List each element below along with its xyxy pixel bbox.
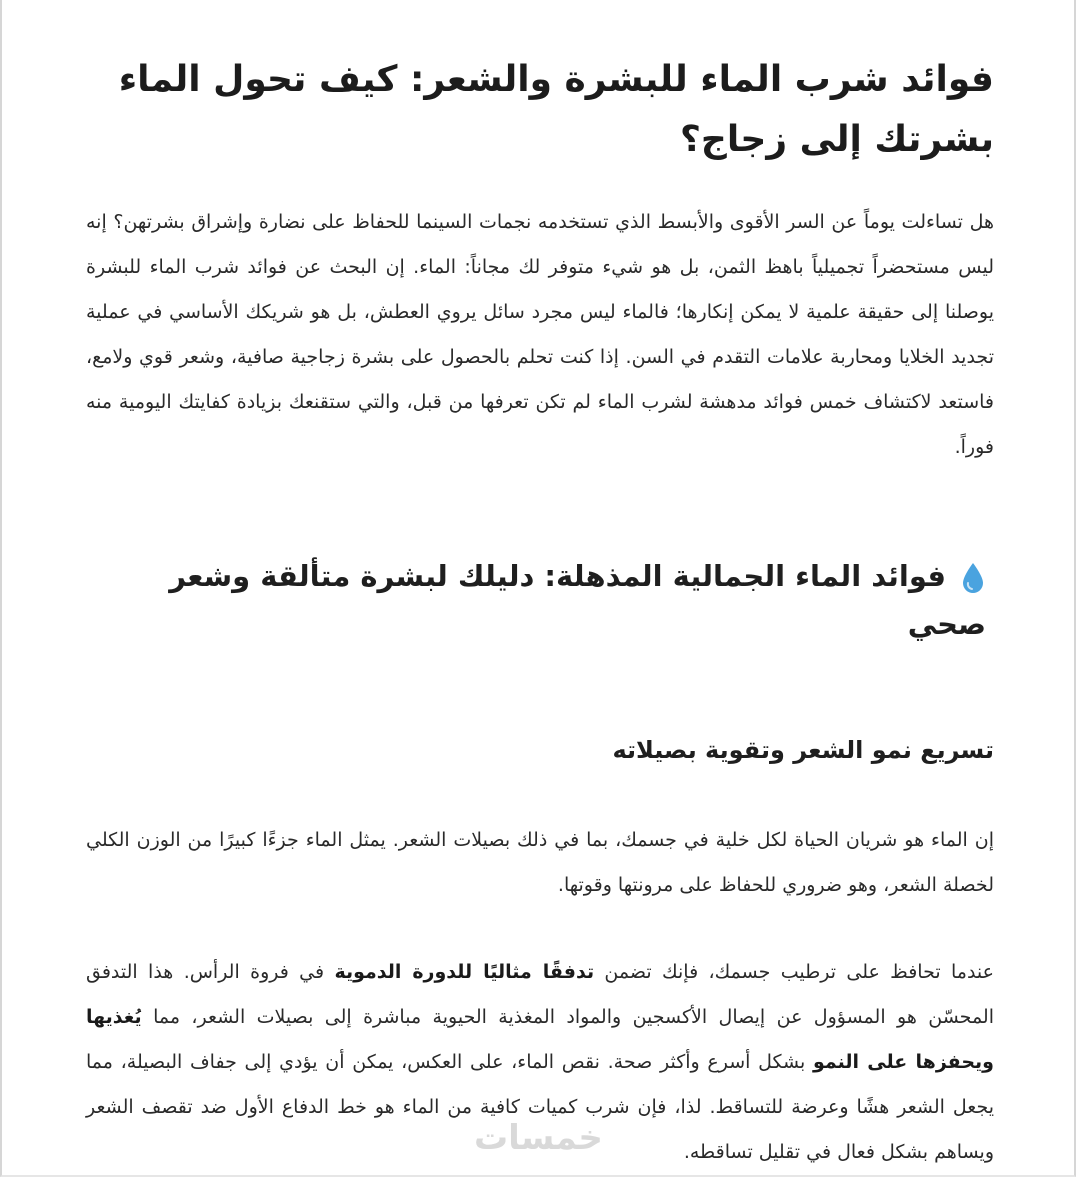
intro-paragraph: هل تساءلت يوماً عن السر الأقوى والأبسط الذي تستخدمه نجمات السينما للحفاظ على نضارة وإشراق بشرتهن؟ إنه ليس مستحضراً تجميلياً باهظ الثمن، بل هو شيء متوفر لك مجاناً: الماء. إن البحث عن فوائد شرب الماء للبشرة يوصلنا إلى حقيقة علمية لا يمكن إنكارها؛ فالماء ليس مجرد سائل يروي العطش، بل هو شريكك الأساسي في عملية تجديد الخلايا ومحاربة علامات التقدم في السن. إذا كنت تحلم بالحصول على بشرة زجاجية صافية، وشعر قوي ولامع، فاستعد لاكتشاف خمس فوائد مدهشة لشرب الماء لم تكن تعرفها من قبل، والتي ستقنعك بزيادة كفايتك اليومية منه فوراً. (86, 211, 994, 458)
section-heading-text: فوائد الماء الجمالية المذهلة: دليلك لبشرة متألقة وشعر صحي (169, 559, 986, 641)
paragraph-2-part2: في فروة الرأس. هذا التدفق المحسّن هو المسؤول عن إيصال الأكسجين والمواد المغذية الحيوية مباشرة إلى بصيلات الشعر، مما (86, 961, 994, 1028)
paragraph-1: إن الماء هو شريان الحياة لكل خلية في جسمك، بما في ذلك بصيلات الشعر. يمثل الماء جزءًا كبيرًا من الوزن الكلي لخصلة الشعر، وهو ضروري للحفاظ على مرونتها وقوتها. (86, 829, 994, 896)
article-content (86, 50, 994, 1175)
subheading: تسريع نمو الشعر وتقوية بصيلاته (612, 736, 994, 764)
article-title: فوائد شرب الماء للبشرة والشعر: كيف تحول الماء بشرتك إلى زجاج؟ (118, 59, 994, 160)
paragraph-2-bold2: يُغذيها ويحفزها على النمو (86, 1006, 994, 1073)
section-heading (86, 552, 994, 648)
paragraph-2-bold1: تدفقًا مثاليًا للدورة الدموية (334, 961, 595, 983)
water-drop-icon (960, 561, 986, 595)
watermark-logo: خمسات (474, 1118, 603, 1158)
paragraph-2-part1: عندما تحافظ على ترطيب جسمك، فإنك تضمن (594, 961, 995, 983)
paragraph-2-part3: بشكل أسرع وأكثر صحة. نقص الماء، على العكس، يمكن أن يؤدي إلى جفاف البصيلة، مما يجعل الشعر هشًا وعرضة للتساقط. لذا، فإن شرب كميات كافية من الماء هو خط الدفاع الأول ضد تقصف الشعر ويساهم بشكل فعال في تقليل تساقطه. (86, 1051, 994, 1163)
